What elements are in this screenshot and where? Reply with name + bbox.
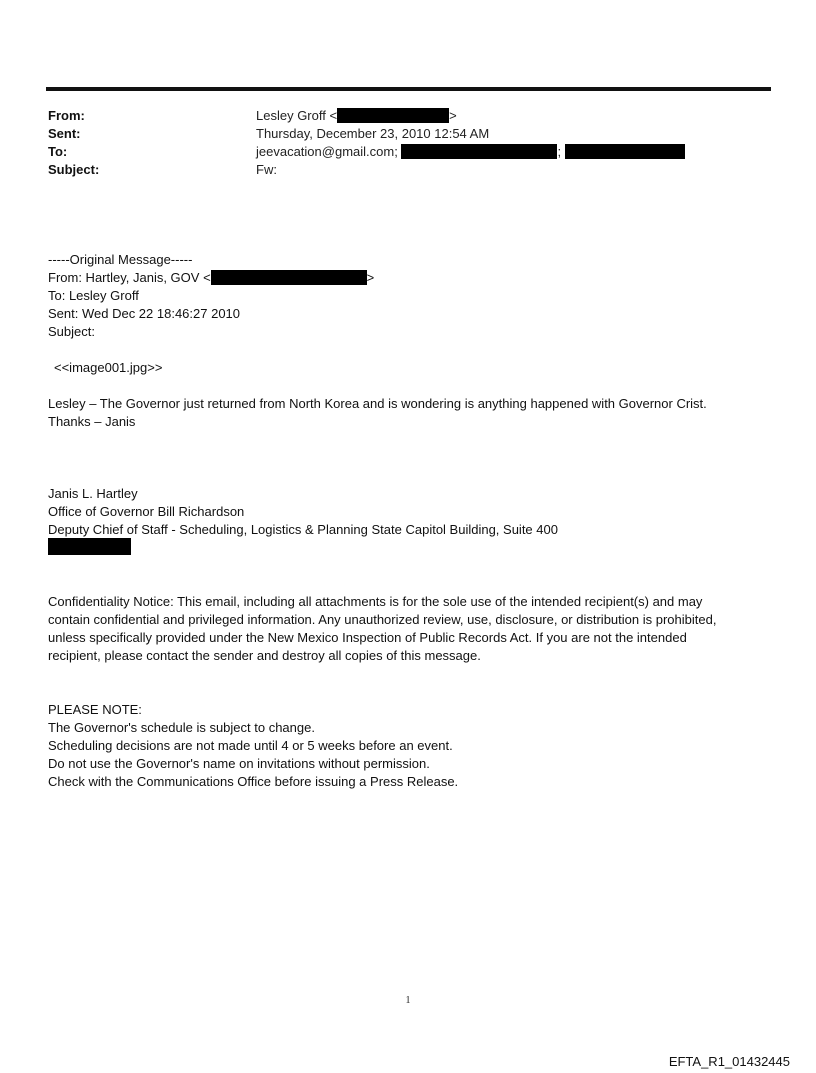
- confidentiality-line: unless specifically provided under the New Mexico Inspection of Public Records Act. If you are not the intended: [48, 630, 687, 645]
- subject-label: Subject:: [48, 162, 100, 177]
- subject-value: Fw:: [256, 162, 277, 177]
- sent-value: Thursday, December 23, 2010 12:54 AM: [256, 126, 490, 141]
- signature-name: Janis L. Hartley: [48, 486, 138, 501]
- page-number: 1: [405, 995, 411, 1006]
- original-sent: Sent: Wed Dec 22 18:46:27 2010: [48, 306, 241, 321]
- note-line: Check with the Communications Office before issuing a Press Release.: [48, 774, 459, 789]
- original-message-divider: -----Original Message-----: [48, 252, 193, 267]
- attachment-reference: <<image001.jpg>>: [54, 360, 163, 375]
- body-line: Lesley – The Governor just returned from North Korea and is wondering is anything happened with Governor Crist.: [48, 396, 707, 411]
- signature-redaction: [48, 538, 131, 556]
- from-label: From:: [48, 108, 85, 123]
- to-separator: ;: [557, 144, 562, 159]
- note-line: Do not use the Governor's name on invitations without permission.: [48, 756, 430, 771]
- from-name: Lesley Groff <: [256, 108, 338, 123]
- redaction-box: [401, 144, 557, 159]
- note-line: The Governor's schedule is subject to change.: [48, 720, 315, 735]
- original-subject: Subject:: [48, 324, 95, 339]
- confidentiality-line: Confidentiality Notice: This email, including all attachments is for the sole use of the intended recipient(s) and may: [48, 594, 703, 609]
- redaction-box: [565, 144, 685, 159]
- header-rule: [46, 87, 771, 91]
- from-close: >: [449, 108, 457, 123]
- redaction-box: [211, 270, 367, 285]
- confidentiality-line: recipient, please contact the sender and destroy all copies of this message.: [48, 648, 481, 663]
- document-id: EFTA_R1_01432445: [668, 1054, 790, 1069]
- to-email: jeevacation@gmail.com;: [256, 144, 398, 159]
- from-value: [256, 107, 457, 125]
- body-line: Thanks – Janis: [48, 414, 136, 429]
- redaction-box: [48, 538, 131, 555]
- signature-title: Deputy Chief of Staff - Scheduling, Logistics & Planning State Capitol Building, Suite 400: [48, 522, 558, 537]
- to-value: [256, 143, 685, 161]
- sent-label: Sent:: [48, 126, 81, 141]
- redaction-box: [337, 108, 449, 123]
- original-from-text: From: Hartley, Janis, GOV <: [48, 270, 211, 285]
- original-from-close: >: [366, 270, 375, 285]
- note-line: Scheduling decisions are not made until 4 or 5 weeks before an event.: [48, 738, 453, 753]
- confidentiality-line: contain confidential and privileged information. Any unauthorized review, use, disclosure, or distribution is prohibited,: [48, 612, 717, 627]
- note-heading: PLEASE NOTE:: [48, 702, 142, 717]
- original-to: To: Lesley Groff: [48, 288, 139, 303]
- signature-office: Office of Governor Bill Richardson: [48, 504, 245, 519]
- original-from: [48, 269, 374, 287]
- to-label: To:: [48, 144, 68, 159]
